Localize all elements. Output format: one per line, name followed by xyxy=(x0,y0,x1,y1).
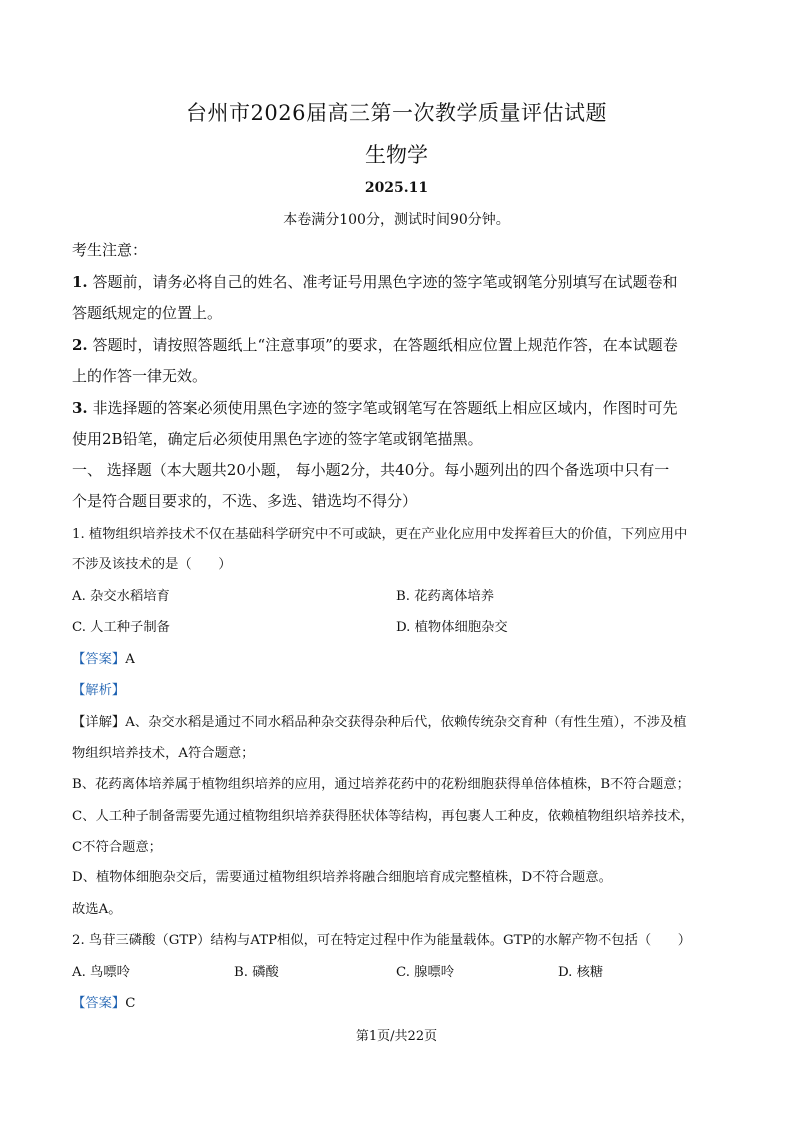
question-2-option-d: D. 核糖 xyxy=(558,965,604,980)
notice-heading: 考生注意： xyxy=(72,241,148,259)
question-1-detail xyxy=(72,711,687,730)
question-1-option-c: C. 人工种子制备 xyxy=(72,620,170,635)
question-1-option-a: A. 杂交水稻培育 xyxy=(72,589,170,604)
detail-tag: 【详解】 xyxy=(72,715,126,730)
section-heading-cont: 个是符合题目要求的，不选、多选、错选均不得分） xyxy=(72,492,418,510)
question-1-detail-line-5: C不符合题意； xyxy=(72,840,162,855)
page-footer: 第1页/共22页 xyxy=(355,1029,438,1044)
exam-title: 台州市2026届高三第一次教学质量评估试题 xyxy=(186,101,607,125)
question-2-option-a: A. 鸟嘌呤 xyxy=(72,965,130,980)
question-1-conclusion: 故选A。 xyxy=(72,902,122,917)
notice-item-2 xyxy=(72,334,678,355)
notice-item-3-cont: 使用2B铅笔，确定后必须使用黑色字迹的签字笔或钢笔描黑。 xyxy=(72,430,483,448)
question-2-option-b: B. 磷酸 xyxy=(234,965,279,980)
notice-item-number: 1. xyxy=(72,273,88,291)
notice-item-3 xyxy=(72,397,677,418)
question-1-detail-line-2: 物组织培养技术，A符合题意； xyxy=(72,746,255,761)
answer-tag: 【答案】 xyxy=(72,996,126,1011)
question-1-option-d: D. 植物体细胞杂交 xyxy=(396,620,508,635)
answer-value: C xyxy=(125,996,136,1011)
question-1-answer xyxy=(72,648,135,667)
exam-subject: 生物学 xyxy=(365,143,428,167)
question-1-detail-line-3: B、花药离体培养属于植物组织培养的应用，通过培养花药中的花粉细胞获得单倍体植株，B不符合题意； xyxy=(72,777,690,792)
notice-item-text: 答题前，请务必将自己的姓名、准考证号用黑色字迹的签字笔或钢笔分别填写在试题卷和 xyxy=(92,273,678,291)
section-heading: 一、 选择题（本大题共20小题， 每小题2分，共40分。每小题列出的四个备选项中只有一 xyxy=(72,461,670,479)
notice-item-1 xyxy=(72,271,677,292)
question-1-analysis-tag: 【解析】 xyxy=(72,683,126,698)
question-1-stem: 1. 植物组织培养技术不仅在基础科学研究中不可或缺，更在产业化应用中发挥着巨大的价值，下列应用中 xyxy=(72,527,688,542)
question-1-detail-line-4: C、人工种子制备需要先通过植物组织培养获得胚状体等结构，再包裹人工种皮，依赖植物组织培养技术， xyxy=(72,809,694,824)
question-2-answer xyxy=(72,992,135,1011)
notice-item-text: 答题时，请按照答题纸上“注意事项”的要求，在答题纸相应位置上规范作答，在本试题卷 xyxy=(92,336,678,354)
notice-item-number: 3. xyxy=(72,399,88,417)
notice-item-text: 非选择题的答案必须使用黑色字迹的签字笔或钢笔写在答题纸上相应区域内，作图时可先 xyxy=(92,399,678,417)
question-2-stem: 2. 鸟苷三磷酸（GTP）结构与ATP相似，可在特定过程中作为能量载体。GTP的水解产物不包括（ ） xyxy=(72,933,692,948)
detail-text: A、杂交水稻是通过不同水稻品种杂交获得杂种后代，依赖传统杂交育种（有性生殖），不涉及植 xyxy=(125,715,687,730)
question-1-option-b: B. 花药离体培养 xyxy=(396,589,495,604)
notice-item-1-cont: 答题纸规定的位置上。 xyxy=(72,304,223,322)
question-1-detail-line-6: D、植物体细胞杂交后，需要通过植物组织培养将融合细胞培育成完整植株，D不符合题意。 xyxy=(72,870,612,885)
notice-item-2-cont: 上的作答一律无效。 xyxy=(72,367,208,385)
answer-tag: 【答案】 xyxy=(72,652,126,667)
full-mark-note: 本卷满分100分，测试时间90分钟。 xyxy=(283,212,510,228)
question-1-stem-cont: 不涉及该技术的是（ ） xyxy=(72,557,232,572)
answer-value: A xyxy=(125,652,135,667)
question-2-option-c: C. 腺嘌呤 xyxy=(396,965,455,980)
notice-item-number: 2. xyxy=(72,336,88,354)
exam-date: 2025.11 xyxy=(364,180,429,196)
